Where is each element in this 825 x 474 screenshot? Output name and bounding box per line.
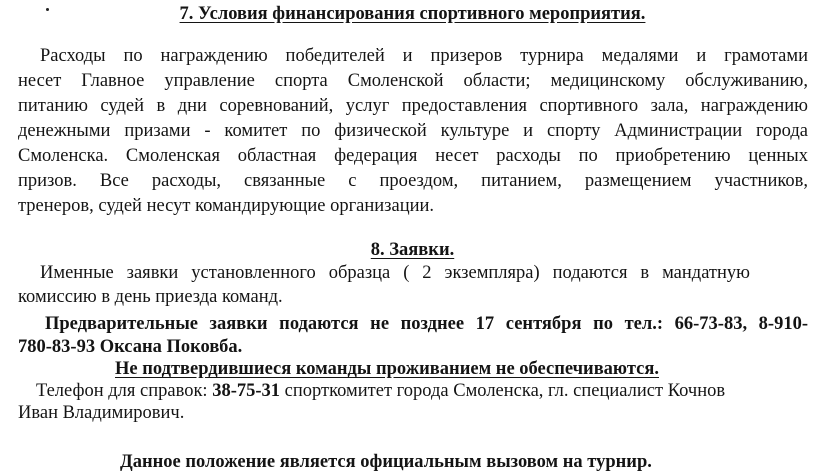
section7-line-5: Смоленска. Смоленская областная федерация несет расходы по приобретению ценных: [18, 146, 808, 166]
section7-line-4: денежными призами - комитет по физической культуре и спорту Администрации города: [18, 121, 808, 141]
closing-statement: Данное положение является официальным вызовом на турнир.: [120, 452, 652, 472]
section7-line-3: питанию судей в дни соревнований, услуг предоставления спортивного зала, награждению: [18, 96, 808, 116]
section8-heading: 8. Заявки.: [370, 240, 455, 260]
preliminary-line-2: 780-83-93 Оксана Поковба.: [18, 337, 243, 357]
section7-heading: 7. Условия финансирования спортивного мероприятия.: [179, 4, 646, 24]
section7-line-7: тренеров, судей несут командирующие организации.: [18, 196, 435, 216]
info-line-1: [36, 381, 725, 402]
info-suffix: спорткомитет города Смоленска, гл. специалист Кочнов: [280, 381, 726, 401]
info-phone: 38-75-31: [212, 381, 281, 401]
section7-line-1: Расходы по награждению победителей и призеров турнира медалями и грамотами: [40, 46, 808, 66]
applications-line-1: Именные заявки установленного образца ( 2 экземпляра) подаются в мандатную: [40, 263, 750, 283]
info-prefix: Телефон для справок:: [36, 381, 213, 401]
section7-line-2: несет Главное управление спорта Смоленской области; медицинскому обслуживанию,: [18, 71, 808, 91]
applications-line-2: комиссию в день приезда команд.: [18, 287, 283, 307]
warning-line: Не подтвердившиеся команды проживанием не обеспечиваются.: [115, 359, 659, 379]
preliminary-line-1: Предварительные заявки подаются не позднее 17 сентября по тел.: 66-73-83, 8-910-: [45, 314, 808, 334]
info-line-2: Иван Владимирович.: [18, 403, 185, 423]
section7-line-6: призов. Все расходы, связанные с проездом, питанием, размещением участников,: [18, 171, 808, 191]
